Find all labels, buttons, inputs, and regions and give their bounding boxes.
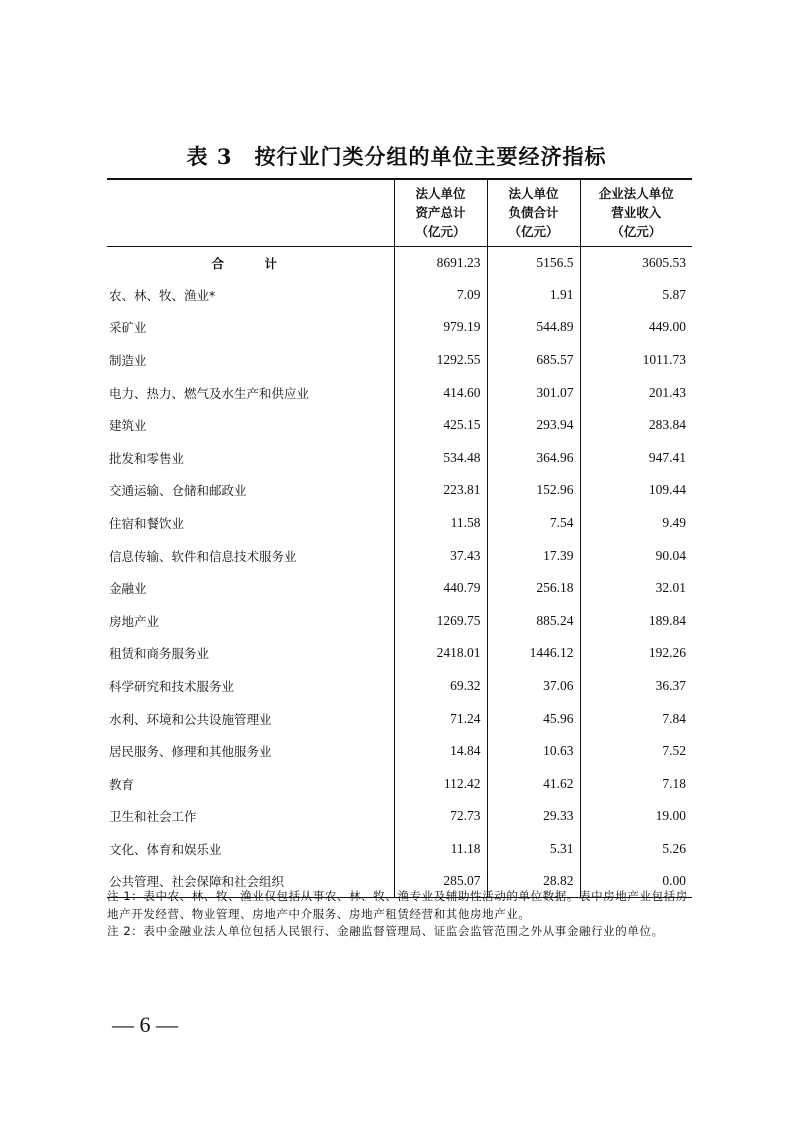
revenue-value: 201.43: [580, 376, 692, 409]
industry-name: 信息传输、软件和信息技术服务业: [109, 548, 297, 564]
assets-value: 69.32: [394, 670, 487, 703]
header-line: 企业法人单位: [598, 186, 674, 202]
revenue-value: 5.87: [580, 279, 692, 312]
revenue-value: 947.41: [580, 442, 692, 475]
liabilities-value: 293.94: [487, 409, 580, 442]
table-row-total: [107, 246, 692, 279]
liabilities-value: 37.06: [487, 670, 580, 703]
liabilities-value: 28.82: [487, 865, 580, 898]
header-assets: [394, 179, 487, 246]
assets-value: 285.07: [394, 865, 487, 898]
industry-name: 制造业: [109, 353, 147, 369]
revenue-value: 1011.73: [580, 344, 692, 377]
industry-name: 教育: [109, 776, 135, 792]
industry-name: 卫生和社会工作: [109, 809, 197, 825]
header-line: 法人单位: [508, 186, 559, 202]
header-line: 营业收入: [611, 205, 662, 221]
industry-name: 批发和零售业: [109, 450, 185, 466]
table-title: [0, 141, 793, 171]
table-row: [107, 670, 692, 703]
liabilities-value: 544.89: [487, 311, 580, 344]
table-row: [107, 702, 692, 735]
liabilities-value: 41.62: [487, 768, 580, 801]
revenue-value: 189.84: [580, 605, 692, 638]
header-line: （亿元）: [508, 224, 559, 240]
table-header-row: [107, 179, 692, 246]
assets-value: 8691.23: [394, 246, 487, 279]
revenue-value: 3605.53: [580, 246, 692, 279]
industry-name: 文化、体育和娱乐业: [109, 841, 222, 857]
assets-value: 14.84: [394, 735, 487, 768]
table-row: [107, 507, 692, 540]
assets-value: 979.19: [394, 311, 487, 344]
table-row: [107, 735, 692, 768]
liabilities-value: 5.31: [487, 833, 580, 866]
liabilities-value: 685.57: [487, 344, 580, 377]
revenue-value: 5.26: [580, 833, 692, 866]
assets-value: 1269.75: [394, 605, 487, 638]
industry-name: 公共管理、社会保障和社会组织: [109, 874, 285, 890]
assets-value: 37.43: [394, 539, 487, 572]
industry-name: 交通运输、仓储和邮政业: [109, 483, 247, 499]
revenue-value: 0.00: [580, 865, 692, 898]
revenue-value: 19.00: [580, 800, 692, 833]
assets-value: 425.15: [394, 409, 487, 442]
header-liabilities: [487, 179, 580, 246]
header-line: （亿元）: [415, 224, 466, 240]
industry-name: 居民服务、修理和其他服务业: [109, 744, 272, 760]
industry-name: 金融业: [109, 581, 147, 597]
industry-name: 租赁和商务服务业: [109, 646, 210, 662]
table-row: [107, 279, 692, 312]
industry-name: 采矿业: [109, 320, 147, 336]
table-row: [107, 409, 692, 442]
liabilities-value: 7.54: [487, 507, 580, 540]
assets-value: 71.24: [394, 702, 487, 735]
industry-name: 合 计: [211, 255, 291, 271]
revenue-value: 283.84: [580, 409, 692, 442]
table-row: [107, 572, 692, 605]
revenue-value: 7.84: [580, 702, 692, 735]
note-2: 注 2：表中金融业法人单位包括人民银行、金融监督管理局、证监会监管范围之外从事金融行业的单位。: [107, 924, 664, 938]
assets-value: 534.48: [394, 442, 487, 475]
header-revenue: [580, 179, 692, 246]
assets-value: 1292.55: [394, 344, 487, 377]
liabilities-value: 10.63: [487, 735, 580, 768]
liabilities-value: 1.91: [487, 279, 580, 312]
revenue-value: 90.04: [580, 539, 692, 572]
table-row: [107, 768, 692, 801]
header-line: 法人单位: [415, 186, 466, 202]
liabilities-value: 364.96: [487, 442, 580, 475]
note-1: 注 1：表中农、林、牧、渔业仅包括从事农、林、牧、渔专业及辅助性活动的单位数据。表中房地产业包括房地产开发经营、物业管理、房地产中介服务、房地产租赁经营和其他房地产业。: [107, 889, 688, 921]
assets-value: 2418.01: [394, 637, 487, 670]
industry-name: 农、林、牧、渔业*: [109, 287, 216, 303]
revenue-value: 7.52: [580, 735, 692, 768]
economic-indicators-table: [107, 178, 692, 898]
industry-name: 建筑业: [109, 418, 147, 434]
assets-value: 414.60: [394, 376, 487, 409]
table-row: [107, 605, 692, 638]
revenue-value: 32.01: [580, 572, 692, 605]
revenue-value: 449.00: [580, 311, 692, 344]
table-row: [107, 442, 692, 475]
assets-value: 72.73: [394, 800, 487, 833]
table-row: [107, 833, 692, 866]
industry-name: 房地产业: [109, 613, 160, 629]
assets-value: 7.09: [394, 279, 487, 312]
table-row: [107, 637, 692, 670]
assets-value: 11.58: [394, 507, 487, 540]
revenue-value: 109.44: [580, 474, 692, 507]
table-row: [107, 474, 692, 507]
liabilities-value: 152.96: [487, 474, 580, 507]
table-row: [107, 376, 692, 409]
liabilities-value: 256.18: [487, 572, 580, 605]
liabilities-value: 45.96: [487, 702, 580, 735]
liabilities-value: 1446.12: [487, 637, 580, 670]
industry-name: 电力、热力、燃气及水生产和供应业: [109, 385, 310, 401]
liabilities-value: 5156.5: [487, 246, 580, 279]
revenue-value: 192.26: [580, 637, 692, 670]
revenue-value: 9.49: [580, 507, 692, 540]
liabilities-value: 17.39: [487, 539, 580, 572]
revenue-value: 36.37: [580, 670, 692, 703]
assets-value: 440.79: [394, 572, 487, 605]
header-line: 负债合计: [508, 205, 559, 221]
liabilities-value: 301.07: [487, 376, 580, 409]
table-row: [107, 311, 692, 344]
page-number: — 6 —: [112, 1012, 178, 1037]
industry-name: 水利、环境和公共设施管理业: [109, 711, 272, 727]
header-line: 资产总计: [415, 205, 466, 221]
header-blank-cell: [107, 179, 394, 246]
revenue-value: 7.18: [580, 768, 692, 801]
table-row: [107, 344, 692, 377]
table-row: [107, 539, 692, 572]
table-title-text: 按行业门类分组的单位主要经济指标: [254, 144, 607, 169]
assets-value: 11.18: [394, 833, 487, 866]
table-notes: [107, 888, 697, 941]
liabilities-value: 29.33: [487, 800, 580, 833]
assets-value: 223.81: [394, 474, 487, 507]
liabilities-value: 885.24: [487, 605, 580, 638]
assets-value: 112.42: [394, 768, 487, 801]
header-line: （亿元）: [611, 224, 662, 240]
table-number: 表 3: [186, 144, 233, 169]
industry-name: 科学研究和技术服务业: [109, 679, 235, 695]
table-row: [107, 800, 692, 833]
industry-name: 住宿和餐饮业: [109, 516, 185, 532]
